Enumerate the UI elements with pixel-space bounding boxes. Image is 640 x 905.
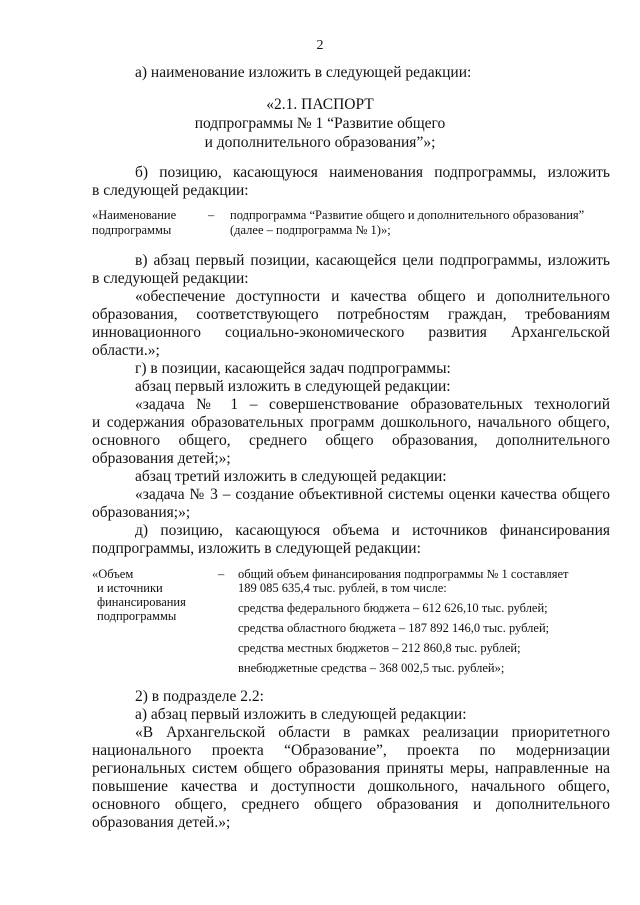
name-row-label1: «Наименование xyxy=(92,208,177,222)
passport-subtitle-line2: и дополнительного образования”»; xyxy=(204,134,436,151)
finance-label3: финансирования xyxy=(97,595,186,609)
item-v-line1: в) абзац первый позиции, касающейся цели подпрограммы, изложить xyxy=(135,252,610,269)
task1-line1: «задача № 1 – совершенствование образовательных технологий xyxy=(135,396,610,413)
finance-label2: и источники xyxy=(97,581,163,595)
item-v-line2: в следующей редакции: xyxy=(92,270,249,287)
item-g: г) в позиции, касающейся задач подпрограммы: xyxy=(135,360,451,377)
finance-line5: средства местных бюджетов – 212 860,8 тыс. рублей; xyxy=(238,641,521,655)
item-2: 2) в подразделе 2.2: xyxy=(135,688,264,705)
goal-line2: образования, соответствующего потребностям граждан, требованиям xyxy=(92,306,610,323)
item-b-line2: в следующей редакции: xyxy=(92,182,249,199)
finance-label1: «Объем xyxy=(92,567,134,581)
par1-intro: абзац первый изложить в следующей редакции: xyxy=(135,378,451,395)
region-line6: образования детей.»; xyxy=(92,814,231,831)
item-a: а) наименование изложить в следующей редакции: xyxy=(135,64,472,81)
finance-line1: общий объем финансирования подпрограммы № 1 составляет xyxy=(238,567,569,581)
region-line4: повышение качества и доступности дошкольного, начального общего, xyxy=(92,778,610,795)
task3-line1: «задача № 3 – создание объективной системы оценки качества общего xyxy=(135,486,610,503)
goal-line1: «обеспечение доступности и качества общего и дополнительного xyxy=(135,288,610,305)
name-row-dash: – xyxy=(208,208,215,222)
task1-line3: основного общего, среднего общего образования, дополнительного xyxy=(92,432,610,449)
item-2a: а) абзац первый изложить в следующей редакции: xyxy=(135,706,467,723)
finance-line2: 189 085 635,4 тыс. рублей, в том числе: xyxy=(238,581,447,595)
goal-line3: инновационного социально-экономического развития Архангельской xyxy=(92,324,610,341)
task1-line2: и содержания образовательных программ дошкольного, начального общего, xyxy=(92,414,610,431)
finance-line4: средства областного бюджета – 187 892 146,0 тыс. рублей; xyxy=(238,621,550,635)
item-b-line1: б) позицию, касающуюся наименования подпрограммы, изложить xyxy=(135,164,610,181)
task3-line2: образования;»; xyxy=(92,504,191,521)
region-line3: региональных систем общего образования приняты меры, направленные на xyxy=(92,760,610,777)
page-number: 2 xyxy=(316,38,324,53)
region-line5: основного общего, среднего общего образования и дополнительного xyxy=(92,796,610,813)
name-row-value2: (далее – подпрограмма № 1)»; xyxy=(230,223,391,237)
passport-title: «2.1. ПАСПОРТ xyxy=(266,96,374,113)
region-line1: «В Архангельской области в рамках реализации приоритетного xyxy=(135,724,610,741)
finance-label4: подпрограммы xyxy=(97,609,177,623)
name-row-value1: подпрограмма “Развитие общего и дополнительного образования” xyxy=(230,208,585,222)
passport-subtitle-line1: подпрограммы № 1 “Развитие общего xyxy=(194,115,446,132)
finance-line3: средства федерального бюджета – 612 626,10 тыс. рублей; xyxy=(238,601,548,615)
goal-line4: области.»; xyxy=(92,342,160,359)
finance-dash: – xyxy=(218,567,225,581)
item-d-line2: подпрограммы, изложить в следующей редакции: xyxy=(92,540,421,557)
name-row-label2: подпрограммы xyxy=(92,223,172,237)
par3-intro: абзац третий изложить в следующей редакции: xyxy=(135,468,447,485)
item-d-line1: д) позицию, касающуюся объема и источников финансирования xyxy=(135,522,610,539)
finance-line6: внебюджетные средства – 368 002,5 тыс. рублей»; xyxy=(238,661,505,675)
region-line2: национального проекта “Образование”, проекта по модернизации xyxy=(92,742,610,759)
task1-line4: образования детей;»; xyxy=(92,450,231,467)
